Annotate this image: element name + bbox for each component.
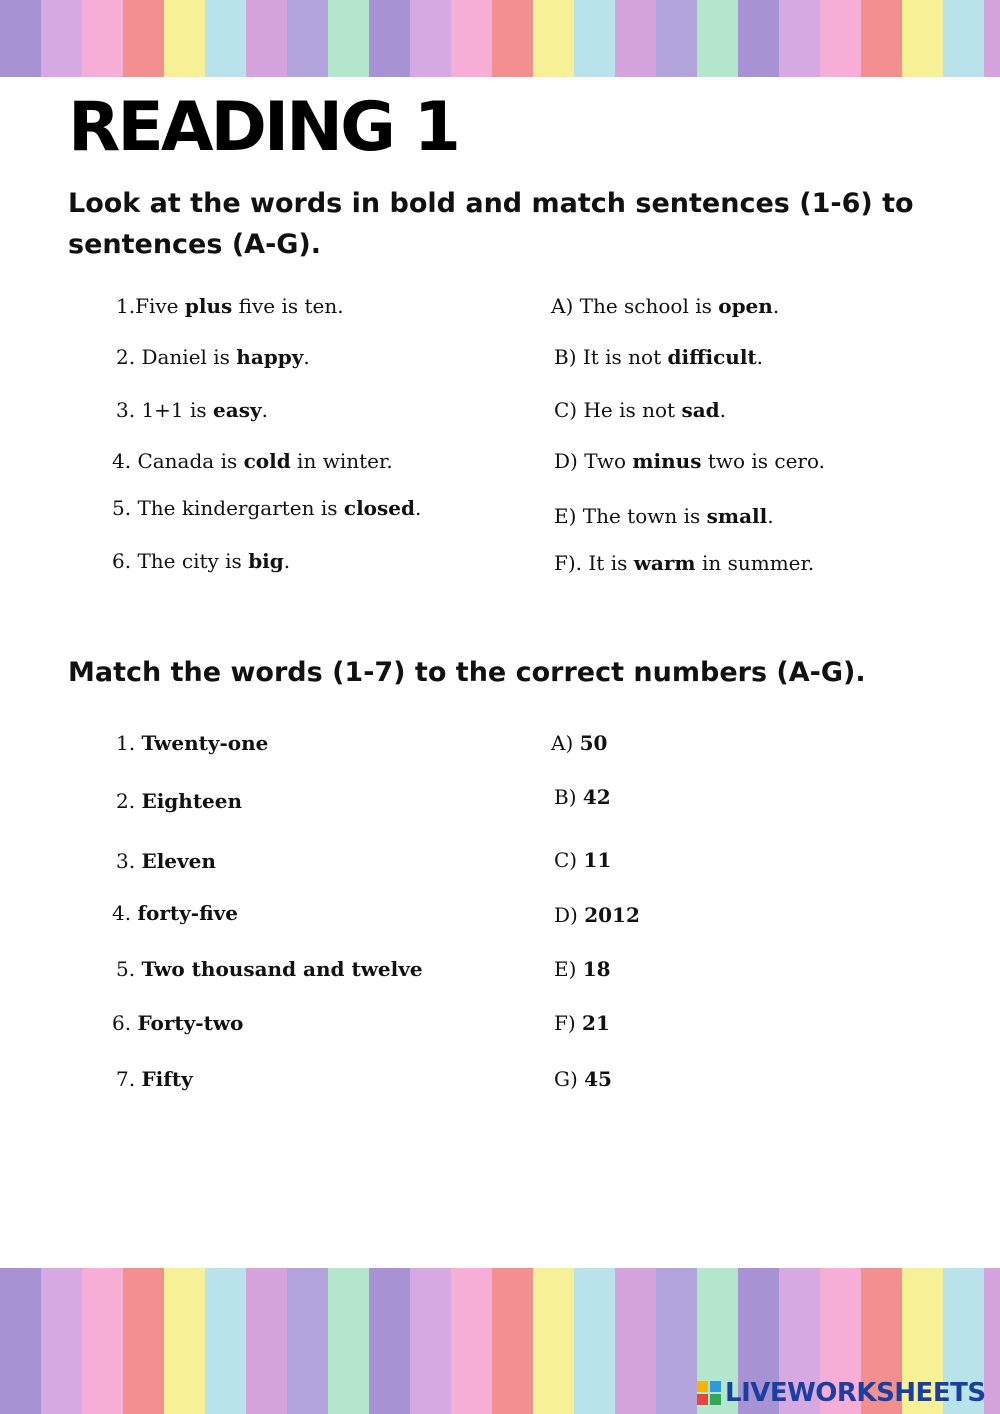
color-stripe: [205, 0, 246, 77]
color-stripe: [615, 1268, 656, 1414]
sentence-option-b: B) It is not difficult.: [554, 345, 764, 369]
number-option-d: D) 2012: [554, 903, 640, 927]
number-option-a: A) 50: [551, 731, 608, 755]
watermark-text: LIVEWORKSHEETS: [725, 1378, 986, 1408]
color-stripe: [697, 0, 738, 77]
color-stripe: [410, 0, 451, 77]
color-stripe: [984, 0, 1000, 77]
word-item-1: 1. Twenty-one: [116, 731, 269, 755]
color-stripe: [123, 1268, 164, 1414]
color-stripe: [492, 1268, 533, 1414]
sentence-item-4: 4. Canada is cold in winter.: [112, 449, 393, 473]
color-stripe: [0, 0, 41, 77]
color-stripe: [287, 1268, 328, 1414]
word-item-4: 4. forty-five: [112, 901, 238, 925]
color-stripe: [533, 1268, 574, 1414]
top-stripe-border: [0, 0, 1000, 77]
color-stripe: [287, 0, 328, 77]
color-stripe: [615, 0, 656, 77]
sentence-option-e: E) The town is small.: [554, 504, 774, 528]
color-stripe: [246, 0, 287, 77]
color-stripe: [82, 0, 123, 77]
word-item-7: 7. Fifty: [116, 1067, 193, 1091]
color-stripe: [205, 1268, 246, 1414]
number-option-c: C) 11: [554, 848, 612, 872]
color-stripe: [656, 0, 697, 77]
color-stripe: [902, 0, 943, 77]
sentence-item-2: 2. Daniel is happy.: [116, 345, 310, 369]
sentence-option-c: C) He is not sad.: [554, 398, 726, 422]
number-option-f: F) 21: [554, 1011, 610, 1035]
color-stripe: [164, 0, 205, 77]
color-stripe: [328, 0, 369, 77]
color-stripe: [984, 1268, 1000, 1414]
word-item-6: 6. Forty-two: [112, 1011, 244, 1035]
color-stripe: [533, 0, 574, 77]
color-stripe: [492, 0, 533, 77]
color-stripe: [451, 1268, 492, 1414]
sentence-item-5: 5. The kindergarten is closed.: [112, 496, 422, 520]
word-item-3: 3. Eleven: [116, 849, 216, 873]
sentence-option-a: A) The school is open.: [551, 294, 780, 318]
color-stripe: [41, 0, 82, 77]
color-stripe: [410, 1268, 451, 1414]
number-option-b: B) 42: [554, 785, 611, 809]
color-stripe: [123, 0, 164, 77]
color-stripe: [943, 0, 984, 77]
color-stripe: [369, 0, 410, 77]
liveworksheets-logo-icon: [697, 1381, 721, 1405]
color-stripe: [82, 1268, 123, 1414]
number-option-e: E) 18: [554, 957, 611, 981]
section1-instruction: Look at the words in bold and match sentences (1-6) to sentences (A-G).: [68, 188, 914, 260]
color-stripe: [164, 1268, 205, 1414]
sentence-item-3: 3. 1+1 is easy.: [116, 398, 268, 422]
number-option-g: G) 45: [554, 1067, 612, 1091]
color-stripe: [738, 0, 779, 77]
color-stripe: [328, 1268, 369, 1414]
liveworksheets-watermark: [697, 1375, 986, 1411]
color-stripe: [574, 1268, 615, 1414]
sentence-item-6: 6. The city is big.: [112, 549, 291, 573]
word-item-5: 5. Two thousand and twelve: [116, 957, 423, 981]
word-item-2: 2. Eighteen: [116, 789, 243, 813]
color-stripe: [41, 1268, 82, 1414]
color-stripe: [369, 1268, 410, 1414]
color-stripe: [779, 0, 820, 77]
page-title: READING 1: [68, 88, 458, 167]
sentence-option-d: D) Two minus two is cero.: [554, 449, 826, 473]
color-stripe: [861, 0, 902, 77]
color-stripe: [0, 1268, 41, 1414]
sentence-item-1: 1.Five plus five is ten.: [116, 294, 344, 318]
color-stripe: [820, 0, 861, 77]
color-stripe: [246, 1268, 287, 1414]
color-stripe: [451, 0, 492, 77]
sentence-option-f: F). It is warm in summer.: [554, 551, 815, 575]
color-stripe: [656, 1268, 697, 1414]
color-stripe: [574, 0, 615, 77]
section2-instruction: Match the words (1-7) to the correct numbers (A-G).: [68, 657, 866, 688]
